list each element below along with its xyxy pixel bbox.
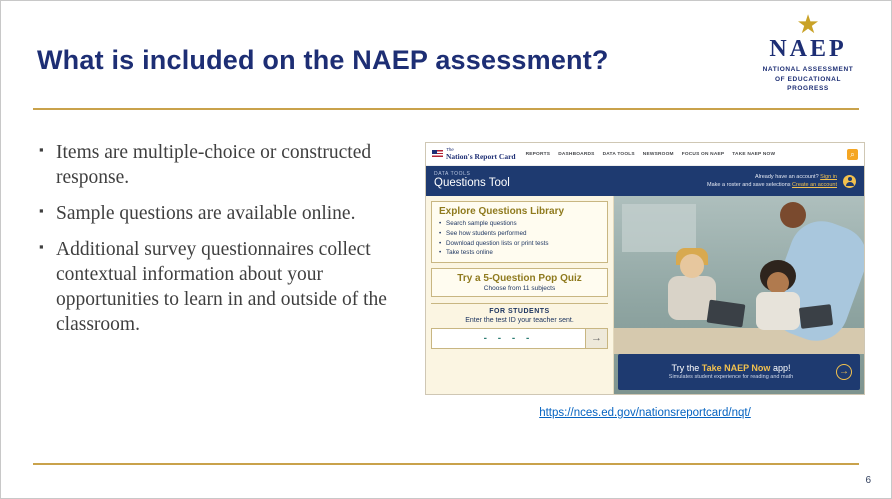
pop-quiz-panel[interactable] xyxy=(431,268,608,297)
list-item xyxy=(39,238,401,338)
bullet-text: Items are multiple-choice or constructed response. xyxy=(56,142,372,188)
account-question: Already have an account? xyxy=(755,173,819,180)
account-icon[interactable] xyxy=(843,175,856,188)
nations-report-card-logo xyxy=(432,148,516,160)
bullet-list xyxy=(39,141,401,349)
title-divider xyxy=(33,108,859,110)
roster-text: Make a roster and save selections xyxy=(707,182,791,188)
explore-panel-title: Explore Questions Library xyxy=(439,206,565,217)
test-id-input[interactable]: - - - - xyxy=(483,333,534,344)
website-screenshot xyxy=(425,142,865,395)
classroom-photo xyxy=(614,196,864,394)
site-page-title: Questions Tool xyxy=(434,177,510,190)
explore-links xyxy=(439,219,600,258)
explore-questions-panel xyxy=(431,201,608,263)
brand-name: Nation's Report Card xyxy=(446,151,516,161)
site-top-nav xyxy=(426,143,864,166)
site-header-bar xyxy=(426,166,864,196)
pop-quiz-title: Try a 5-Question Pop Quiz xyxy=(457,273,582,284)
app-banner-arrow-icon[interactable]: → xyxy=(836,364,852,380)
nav-item-take-naep-now[interactable]: TAKE NAEP NOW xyxy=(732,151,776,157)
naep-logo xyxy=(749,11,867,93)
nav-item-data-tools[interactable]: DATA TOOLS xyxy=(602,151,635,157)
search-icon[interactable]: ⌕ xyxy=(847,149,858,160)
list-item xyxy=(39,202,401,227)
footer-divider xyxy=(33,463,859,465)
create-account-link[interactable]: Create an account xyxy=(792,182,837,188)
account-links xyxy=(707,173,837,190)
app-banner-subtitle: Simulates student experience for reading and math xyxy=(668,374,794,381)
pop-quiz-subtitle: Choose from 11 subjects xyxy=(483,285,556,292)
page-number: 6 xyxy=(865,475,871,486)
nav-item-focus-on-naep[interactable]: FOCUS ON NAEP xyxy=(681,151,725,157)
list-item xyxy=(39,141,401,191)
nav-item-reports[interactable]: REPORTS xyxy=(525,151,551,157)
take-naep-now-app-banner[interactable] xyxy=(618,354,860,390)
nqt-hyperlink[interactable]: https://nces.ed.gov/nationsreportcard/nqt/ xyxy=(539,407,751,419)
nav-item-dashboards[interactable]: DASHBOARDS xyxy=(558,151,595,157)
naep-logo-text: NAEP xyxy=(769,36,847,62)
explore-link-search[interactable]: • Search sample questions xyxy=(439,219,600,229)
flag-icon xyxy=(432,150,443,158)
nav-item-newsroom[interactable]: NEWSROOM xyxy=(642,151,674,157)
explore-link-performance[interactable]: • See how students performed xyxy=(439,229,600,239)
star-icon: ★ xyxy=(796,9,820,39)
naep-logo-subtitle: NATIONAL ASSESSMENT OF EDUCATIONAL PROGRESS xyxy=(762,66,854,93)
for-students-section xyxy=(431,303,608,349)
site-left-column xyxy=(426,196,614,394)
explore-link-take-tests[interactable]: • Take tests online xyxy=(439,248,600,258)
app-banner-suffix: app! xyxy=(772,363,791,374)
app-banner-prefix: Try the xyxy=(671,363,700,374)
explore-link-download[interactable]: • Download question lists or print tests xyxy=(439,239,600,249)
breadcrumb: DATA TOOLS xyxy=(434,170,471,177)
site-nav-links xyxy=(526,152,776,157)
for-students-label: FOR STUDENTS xyxy=(489,308,550,315)
sign-in-link[interactable]: Sign in xyxy=(820,173,837,180)
bullet-text: Additional survey questionnaires collect contextual information about your opportunities to learn in and outside of the classroom. xyxy=(56,238,387,335)
brand-the: The xyxy=(446,147,454,152)
bullet-text: Sample questions are available online. xyxy=(56,202,356,224)
test-id-submit-arrow-icon[interactable]: → xyxy=(585,329,607,348)
test-id-instruction: Enter the test ID your teacher sent. xyxy=(465,317,574,324)
page-title: What is included on the NAEP assessment? xyxy=(37,45,609,75)
app-banner-name: Take NAEP Now xyxy=(701,363,771,374)
